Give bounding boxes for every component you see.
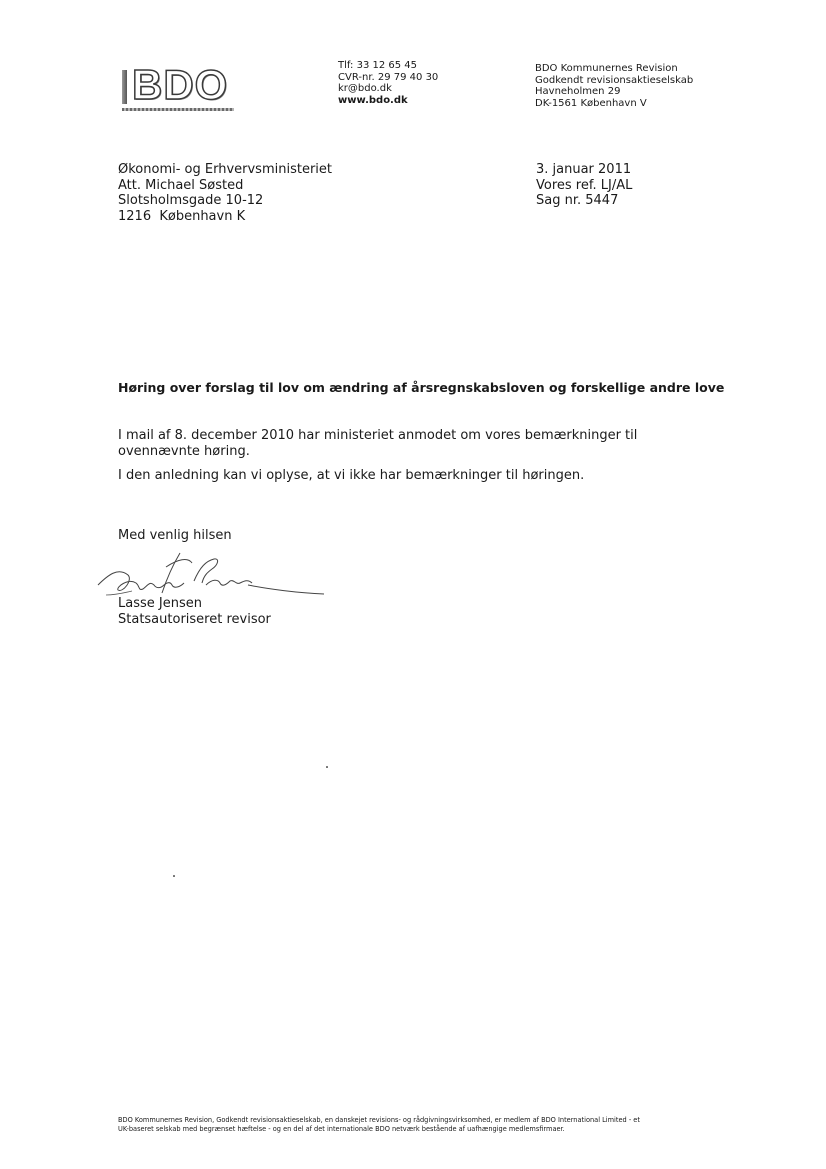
case-number: Sag nr. 5447 bbox=[536, 193, 619, 208]
footer-line-1: BDO Kommunernes Revision, Godkendt revisionsaktieselskab, en danskejet revisions- og rådgivningsvirksomhed, er medlem af BDO International Limited - et bbox=[118, 1116, 640, 1124]
closing-greeting: Med venlig hilsen bbox=[118, 528, 232, 543]
reference-number: Vores ref. LJ/AL bbox=[536, 177, 633, 193]
recipient-street: Slotsholmsgade 10-12 bbox=[118, 193, 264, 208]
bdo-logo bbox=[120, 62, 238, 112]
recipient-att: Att. Michael Søsted bbox=[118, 177, 244, 193]
letter-date: 3. januar 2011 bbox=[536, 162, 632, 177]
recipient-address bbox=[118, 162, 332, 224]
contact-phone: Tlf: 33 12 65 45 bbox=[338, 60, 418, 71]
reference-block bbox=[536, 162, 632, 209]
page-footer bbox=[118, 1116, 718, 1134]
signer-name: Lasse Jensen bbox=[118, 596, 202, 611]
contact-block bbox=[338, 60, 438, 106]
logo-text: BDO bbox=[132, 61, 229, 108]
letter-body bbox=[118, 428, 718, 493]
company-name: BDO Kommunernes Revision bbox=[535, 63, 678, 74]
logo-underline bbox=[122, 108, 234, 111]
company-street: Havneholmen 29 bbox=[535, 86, 621, 97]
scan-speck bbox=[173, 875, 175, 877]
body-paragraph-1: I mail af 8. december 2010 har ministeriet anmodet om vores bemærkninger til ovennævnte høring. bbox=[118, 428, 638, 459]
signer-title: Statsautoriseret revisor bbox=[118, 611, 271, 627]
body-paragraph-2: I den anledning kan vi oplyse, at vi ikke har bemærkninger til høringen. bbox=[118, 468, 585, 483]
company-type: Godkendt revisionsaktieselskab bbox=[535, 74, 694, 86]
company-city: DK-1561 København V bbox=[535, 97, 647, 109]
contact-website[interactable]: www.bdo.dk bbox=[338, 94, 408, 106]
logo-bar bbox=[122, 70, 127, 104]
footer-line-2: UK-baseret selskab med begrænset hæftelse - og en del af det internationale BDO netværk bestående af uafhængige medlemsfirmaer. bbox=[118, 1125, 565, 1133]
signer-block bbox=[118, 596, 271, 627]
contact-cvr: CVR-nr. 29 79 40 30 bbox=[338, 71, 439, 83]
recipient-city: 1216 København K bbox=[118, 208, 246, 224]
recipient-org: Økonomi- og Erhvervsministeriet bbox=[118, 162, 332, 177]
letter-subject: Høring over forslag til lov om ændring af årsregnskabsloven og forskellige andre love bbox=[118, 380, 725, 395]
scan-speck bbox=[326, 766, 328, 768]
contact-email[interactable]: kr@bdo.dk bbox=[338, 83, 392, 94]
company-block bbox=[535, 63, 693, 109]
